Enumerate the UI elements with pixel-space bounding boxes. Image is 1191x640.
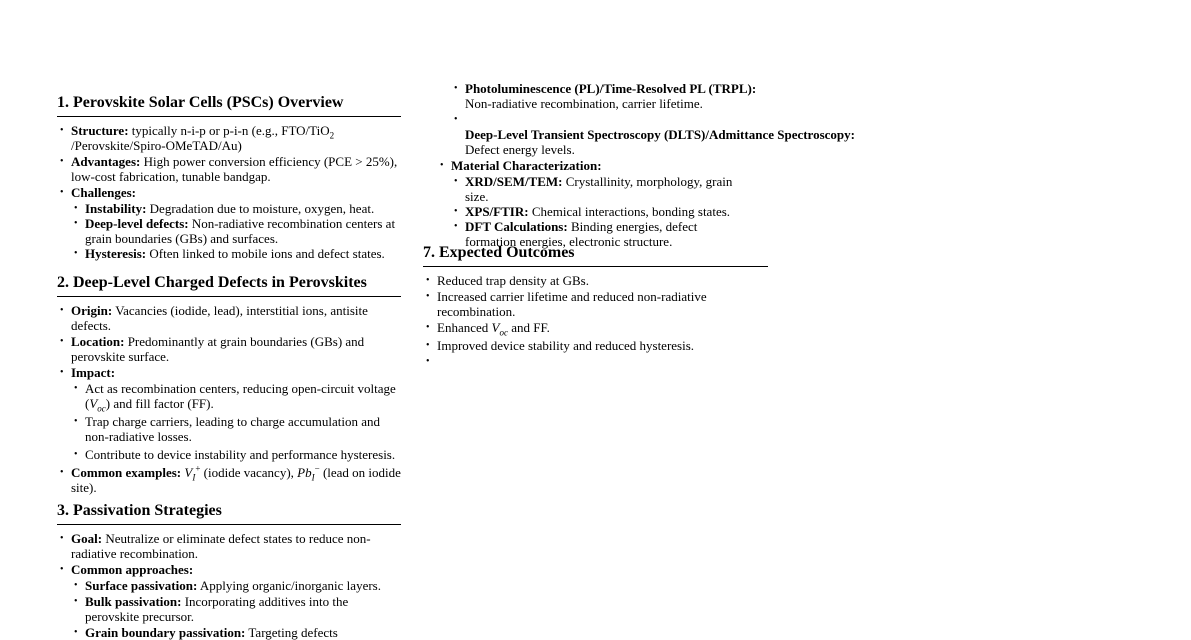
dlts-label: Deep-Level Transient Spectroscopy (DLTS)/Admittance Spectroscopy: [465,127,855,142]
list-item [71,578,401,593]
list-item [57,465,401,495]
pl-text: Non-radiative recombination, carrier lifetime. [465,96,703,111]
advantages-label: Advantages: [71,154,141,169]
section-3-list [57,531,401,640]
list-item [423,320,768,338]
section-1-list [57,123,401,261]
outcome-3-text-2: and FF. [511,320,550,335]
dft-text: Binding energies, defect formation energies, electronic structure. [465,219,698,249]
math-sub: oc [499,327,508,338]
math-v: V [184,465,193,480]
material-sub-list [451,174,751,249]
dft-label: DFT Calculations: [465,219,568,234]
characterization-list [437,81,877,157]
math-v: V [89,396,98,411]
section-1-title: 1. Perovskite Solar Cells (PSCs) Overview [57,93,401,117]
section-2 [57,273,401,495]
list-item [71,625,401,640]
section-7 [423,243,768,369]
outcome-4: Improved device stability and reduced hysteresis. [437,338,695,353]
bulk-text: Incorporating additives into the perovskite precursor. [85,594,349,624]
approaches-list [71,578,401,640]
math-v: V [491,320,500,335]
impact-1-text-2: ) and fill factor (FF). [105,396,214,411]
list-item [423,289,768,319]
examples-label: Common examples: [71,465,182,480]
challenges-label: Challenges: [71,185,136,200]
section-1 [57,93,401,261]
list-item-empty [423,354,768,369]
dlts-text: Defect energy levels. [465,142,575,157]
math-sub: oc [97,403,106,414]
xps-text: Chemical interactions, bonding states. [531,204,731,219]
list-item [57,123,401,153]
bulk-label: Bulk passivation: [85,594,182,609]
example-1-text: (iodide vacancy), [203,465,294,480]
list-item [57,562,401,640]
list-item [71,414,401,444]
impact-1-text: Act as recombination centers, reducing open-circuit voltage ( [85,381,396,411]
location-text: Predominantly at grain boundaries (GBs) and perovskite surface. [71,334,365,364]
material-list [437,158,877,249]
xps-label: XPS/FTIR: [465,204,529,219]
list-item [71,246,401,261]
deep-level-text: Non-radiative recombination centers at grain boundaries (GBs) and surfaces. [85,216,396,246]
section-6-continued [437,81,877,249]
deep-level-label: Deep-level defects: [85,216,189,231]
structure-text: typically n-i-p or p-i-n (e.g., FTO/TiO [131,123,330,138]
origin-text: Vacancies (iodide, lead), interstitial ions, antisite defects. [71,303,368,333]
instability-text: Degradation due to moisture, oxygen, heat. [149,201,375,216]
list-item [71,216,401,246]
outcome-2: Increased carrier lifetime and reduced non-radiative recombination. [437,289,707,319]
goal-text: Neutralize or eliminate defect states to reduce non-radiative recombination. [71,531,371,561]
list-item [437,158,877,249]
list-item [423,338,768,353]
list-item [71,447,401,462]
impact-list [71,381,401,462]
section-2-list [57,303,401,495]
list-item [57,365,401,462]
instability-label: Instability: [85,201,147,216]
advantages-text: High power conversion efficiency (PCE > 25%), low-cost fabrication, tunable bandgap. [71,154,398,184]
xrd-label: XRD/SEM/TEM: [465,174,563,189]
math-sub: I [192,472,196,483]
impact-3-text: Contribute to device instability and performance hysteresis. [85,447,396,462]
gb-text: Targeting defects [248,625,338,640]
gb-label: Grain boundary passivation: [85,625,246,640]
list-item [71,201,401,216]
list-item [451,204,751,219]
math-pb: Pb [297,465,312,480]
impact-label: Impact: [71,365,116,380]
section-2-title: 2. Deep-Level Charged Defects in Perovskites [57,273,401,297]
structure-text-2: /Perovskite/Spiro-OMeTAD/Au) [71,138,242,153]
list-item [451,174,751,204]
section-3-title: 3. Passivation Strategies [57,501,401,525]
math-sub: I [311,472,315,483]
list-item [71,594,401,624]
hysteresis-label: Hysteresis: [85,246,147,261]
impact-2-text: Trap charge carriers, leading to charge accumulation and non-radiative losses. [85,414,381,444]
section-3 [57,501,401,640]
list-item [57,303,401,333]
section-7-title: 7. Expected Outcomes [423,243,768,267]
subscript: 2 [329,130,335,141]
example-2-text: (lead on iodide site). [71,465,401,495]
list-item [57,185,401,261]
list-item [451,112,877,157]
outcome-1: Reduced trap density at GBs. [437,273,589,288]
challenges-list [71,201,401,261]
math-sup: − [314,463,320,474]
pl-label: Photoluminescence (PL)/Time-Resolved PL (TRPL): [465,81,757,96]
goal-label: Goal: [71,531,103,546]
origin-label: Origin: [71,303,113,318]
approaches-label: Common approaches: [71,562,194,577]
list-item [57,334,401,364]
list-item [57,154,401,184]
surface-text: Applying organic/inorganic layers. [199,578,381,593]
list-item [423,273,768,288]
location-label: Location: [71,334,125,349]
outcomes-list [423,273,768,369]
list-item [71,381,401,414]
math-sup: + [195,463,201,474]
list-item [57,531,401,561]
xrd-text: Crystallinity, morphology, grain size. [465,174,733,204]
outcome-3-text: Enhanced [437,320,489,335]
surface-label: Surface passivation: [85,578,198,593]
material-label: Material Characterization: [451,158,602,173]
hysteresis-text: Often linked to mobile ions and defect states. [149,246,385,261]
list-item [451,81,877,111]
structure-label: Structure: [71,123,129,138]
